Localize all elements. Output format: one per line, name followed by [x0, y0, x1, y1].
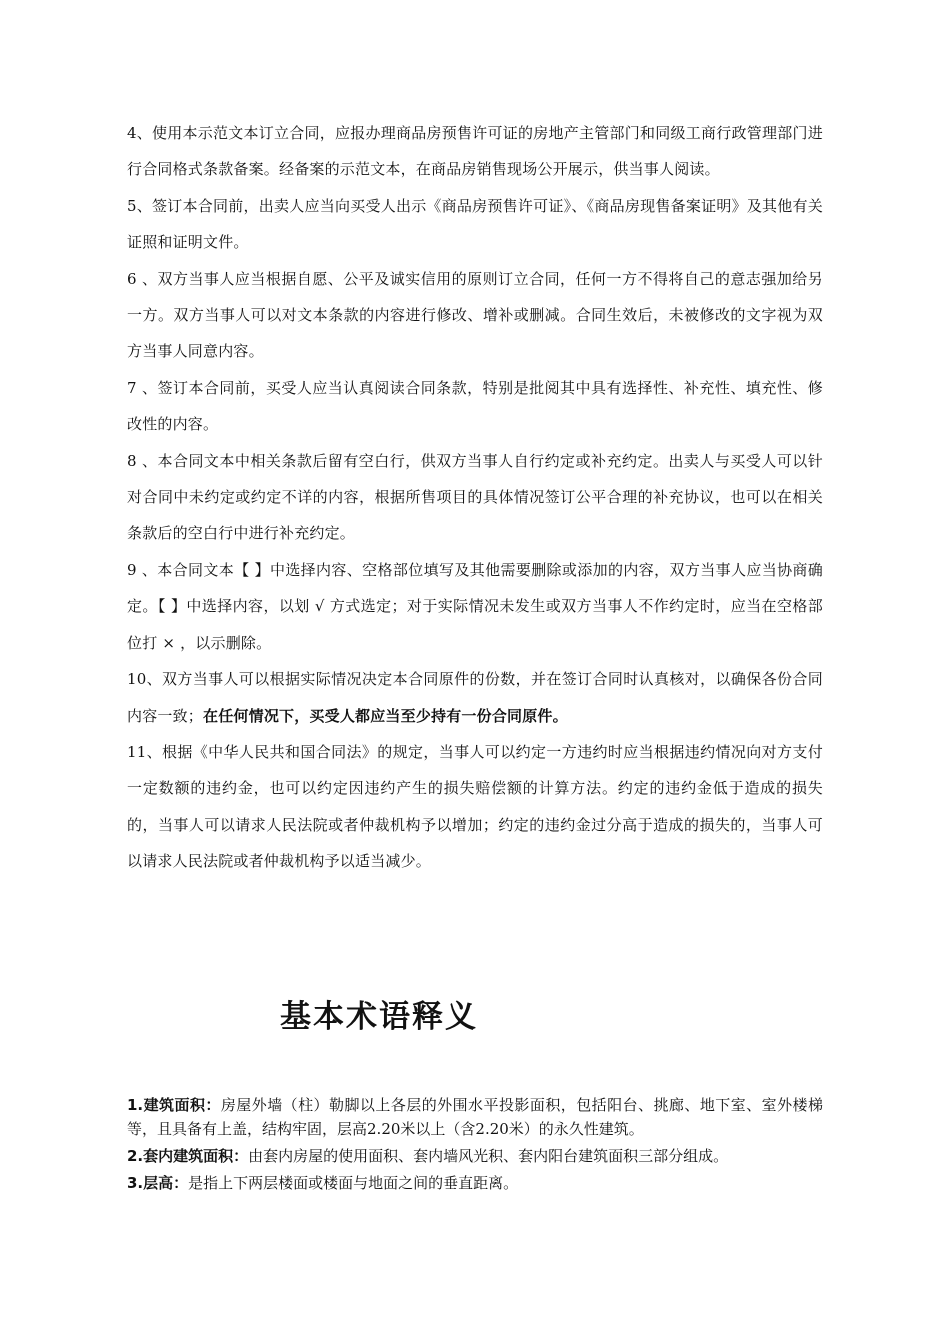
term-label: 1.建筑面积： — [127, 1096, 221, 1114]
term-floor-height — [127, 1171, 823, 1195]
term-building-area — [127, 1093, 823, 1141]
instruction-item-8 — [127, 443, 823, 552]
term-label: 3.层高： — [127, 1174, 189, 1192]
term-definition: 由套内房屋的使用面积、套内墙风光积、套内阳台建筑面积三部分组成。 — [248, 1147, 729, 1165]
instruction-item-9 — [127, 552, 823, 661]
instruction-text: 5、签订本合同前，出卖人应当向买受人出示《商品房预售许可证》、《商品房现售备案证明》及其他有关证照和证明文件。 — [127, 196, 823, 252]
instruction-item-7 — [127, 370, 823, 443]
term-definition: 房屋外墙（柱）勒脚以上各层的外围水平投影面积，包括阳台、挑廊、地下室、室外楼梯等，且具备有上盖，结构牢固，层高2.20米以上（含2.20米）的永久性建筑。 — [127, 1096, 823, 1138]
term-unit-area — [127, 1144, 823, 1168]
instruction-text: 6 、双方当事人应当根据自愿、公平及诚实信用的原则订立合同，任何一方不得将自己的意志强加给另一方。双方当事人可以对文本条款的内容进行修改、增补或删减。合同生效后，未被修改的文字视为双方当事人同意内容。 — [127, 269, 823, 361]
instruction-item-5 — [127, 188, 823, 261]
instruction-emphasis: 在任何情况下，买受人都应当至少持有一份合同原件。 — [203, 706, 568, 725]
instruction-text: 9 、本合同文本【 】中选择内容、空格部位填写及其他需要删除或添加的内容，双方当事人应当协商确定。【 】中选择内容，以划 √ 方式选定；对于实际情况未发生或双方当事人不作约定时，应当在空格部位打 × ，以示删除。 — [127, 560, 823, 652]
instruction-text: 10、双方当事人可以根据实际情况决定本合同原件的份数，并在签订合同时认真核对，以确保各份合同内容一致； — [127, 670, 823, 725]
instruction-item-4 — [127, 115, 823, 188]
section-title: 基本术语释义 — [280, 999, 478, 1035]
instructions-list — [127, 115, 823, 880]
instruction-item-6 — [127, 261, 823, 370]
instruction-text: 7 、签订本合同前，买受人应当认真阅读合同条款，特别是批阅其中具有选择性、补充性、填充性、修改性的内容。 — [127, 378, 823, 434]
instruction-text: 8 、本合同文本中相关条款后留有空白行，供双方当事人自行约定或补充约定。出卖人与买受人可以针对合同中未约定或约定不详的内容，根据所售项目的具体情况签订公平合理的补充协议，也可以在相关条款后的空白行中进行补充约定。 — [127, 451, 823, 543]
instruction-text: 4、使用本示范文本订立合同，应报办理商品房预售许可证的房地产主管部门和同级工商行政管理部门进行合同格式条款备案。经备案的示范文本，在商品房销售现场公开展示，供当事人阅读。 — [127, 124, 823, 179]
terms-list — [127, 1093, 823, 1195]
instruction-item-11 — [127, 734, 823, 880]
instruction-text: 11、根据《中华人民共和国合同法》的规定，当事人可以约定一方违约时应当根据违约情况向对方支付一定数额的违约金，也可以约定因违约产生的损失赔偿额的计算方法。约定的违约金低于造成的损失的，当事人可以请求人民法院或者仲裁机构予以增加；约定的违约金过分高于造成的损失的，当事人可以请求人民法院或者仲裁机构予以适当减少。 — [127, 742, 823, 871]
term-label: 2.套内建筑面积： — [127, 1147, 249, 1165]
term-definition: 是指上下两层楼面或楼面与地面之间的垂直距离。 — [188, 1174, 519, 1192]
instruction-item-10 — [127, 661, 823, 734]
